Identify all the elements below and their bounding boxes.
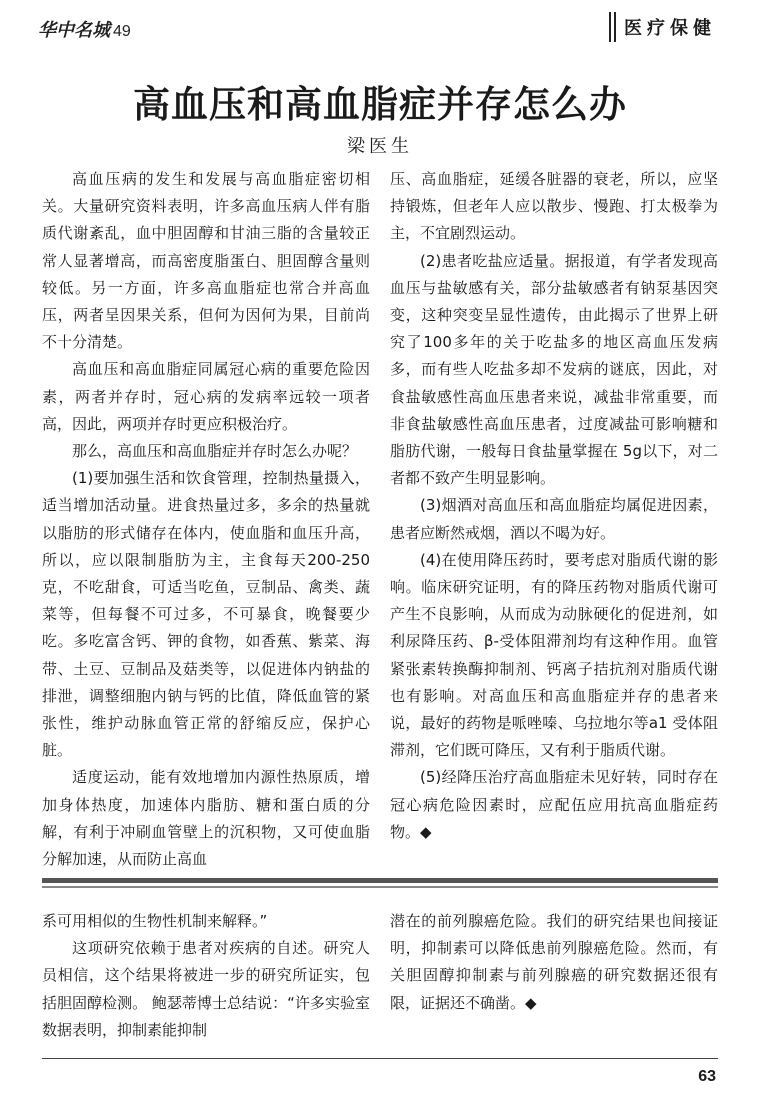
article-paragraph: 高血压病的发生和发展与高血脂症密切相关。大量研究资料表明，许多高血压病人伴有脂质代谢紊乱，血中胆固醇和甘油三脂的含量较正常人显著增高，而高密度脂蛋白、胆固醇含量则较低。另一方面，许多高血脂症也常合并高血压，两者呈因果关系，但何为因何为果，目前尚不十分清楚。 [42, 170, 370, 352]
magazine-name: 华中名城 [38, 20, 110, 41]
article-paragraph: (1)要加强生活和饮食管理，控制热量摄入，适当增加活动量。进食热量过多，多余的热量就以脂肪的形式储存在体内，使血脂和血压升高，所以，应以限制脂肪为主，主食每天200-250克，不吃甜食，可适当吃鱼，豆制品、禽类、蔬菜等，但每餐不可过多，不可暴食，晚餐要少吃。多吃富含钙、钾的食物，如香蕉、紫菜、海带、土豆、豆制品及菇类等，以促进体内钠盐的排泄，调整细胞内钠与钙的比值，降低血管的紧张性，维护动脉血管正常的舒缩反应，保护心脏。 [42, 469, 370, 760]
continued-paragraph: 这项研究依赖于患者对疾病的自述。研究人员相信，这个结果将被进一步的研究所证实，包括胆固醇检测。 鲍瑟蒂博士总结说：“许多实验室数据表明，抑制素能抑制 [42, 939, 370, 1039]
article-paragraph: 适度运动，能有效地增加内源性热原质，增加身体热度，加速体内脂肪、糖和蛋白质的分解，有利于冲刷血管壁上的沉积物，又可使血脂分解加速，从而防止高血 [42, 768, 370, 869]
section-label: 医疗保健 [624, 18, 716, 39]
article-paragraph: (2)患者吃盐应适量。据报道，有学者发现高血压与盐敏感有关，部分盐敏感者有钠泵基因突变，这种突变呈显性遗传，由此揭示了世界上研究了100多年的关于吃盐多的地区高血压发病多，而有些人吃盐多却不发病的谜底，因此，对食盐敏感性高血压患者来说，减盐非常重要，而非食盐敏感性高血压患者，过度减盐可影响糖和脂肪代谢，一般每日食盐量掌握在 5g以下，对二者都不致产生明显影响。 [390, 251, 718, 488]
magazine-header [38, 16, 131, 42]
page-number: 63 [698, 1068, 716, 1085]
continued-paragraph-continuation: 系可用相似的生物性机制来解释。” [42, 912, 268, 930]
article-paragraph: (3)烟酒对高血压和高血脂症均属促进因素，患者应断然戒烟，酒以不喝为好。 [390, 496, 718, 542]
continued-right-column [390, 908, 718, 1017]
section-header [609, 12, 716, 42]
article-author: 梁医生 [347, 136, 413, 157]
footer-rule [42, 1058, 718, 1059]
article-paragraph: (4)在使用降压药时，要考虑对脂质代谢的影响。临床研究证明，有的降压药物对脂质代谢可产生不良影响，从而成为动脉硬化的促进剂，如利尿降压药、β-受体阻滞剂均有这种作用。血管紧张素转换酶抑制剂、钙离子拮抗剂对脂质代谢也有影响。对高血压和高血脂症并存的患者来说，最好的药物是哌唑嗪、乌拉地尔等a1 受体阻滞剂，它们既可降压，又有利于脂质代谢。 [390, 550, 718, 760]
article-title: 高血压和高血脂症并存怎么办 [133, 82, 627, 126]
article-paragraph: 高血压和高血脂症同属冠心病的重要危险因素，两者并存时，冠心病的发病率远较一项者高，因此，两项并存时更应积极治疗。 [42, 360, 370, 433]
continued-paragraph-continuation: 潜在的前列腺癌危险。我们的研究结果也间接证明，抑制素可以降低患前列腺癌危险。然而，有关胆固醇抑制素与前列腺癌的研究数据还很有限，证据还不确凿。◆ [390, 912, 718, 1012]
section-divider [42, 878, 718, 888]
issue-number: 49 [113, 23, 131, 40]
article-paragraph-continuation: 压、高血脂症，延缓各脏器的衰老，所以，应坚持锻炼，但老年人应以散步、慢跑、打太极拳为主，不宜剧烈运动。 [390, 170, 718, 243]
article-paragraph: (5)经降压治疗高血脂症未见好转，同时存在冠心病危险因素时，应配伍应用抗高血脂症药物。◆ [390, 768, 718, 841]
article-paragraph: 那么，高血压和高血脂症并存时怎么办呢？ [72, 442, 358, 461]
continued-left-column [42, 908, 370, 1044]
article-right-column [390, 166, 718, 846]
section-bars-decoration [609, 12, 616, 42]
article-left-column [42, 166, 370, 873]
